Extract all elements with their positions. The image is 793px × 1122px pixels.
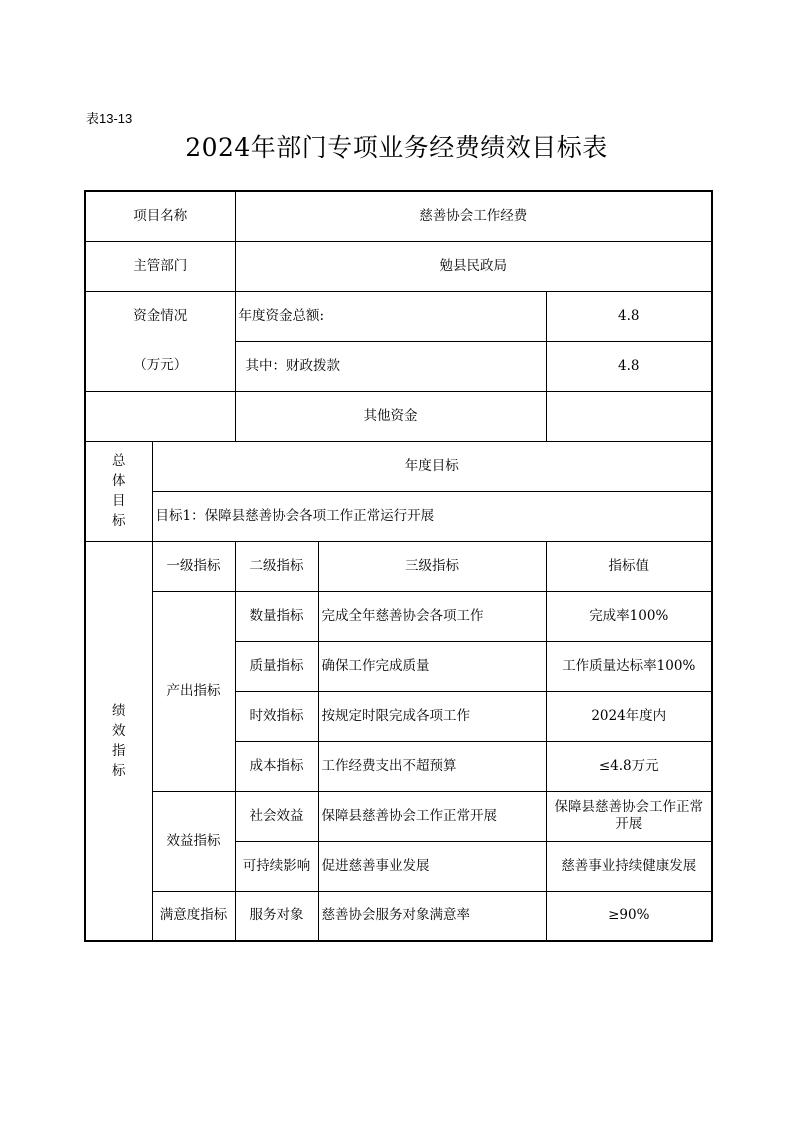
level3-cell: 按规定时限完成各项工作: [318, 691, 546, 741]
value-cell: 完成率100%: [546, 591, 712, 641]
value-cell: ≥90%: [546, 891, 712, 941]
performance-target-table: [84, 190, 713, 942]
output-indicators-label: 产出指标: [152, 591, 235, 791]
row-indicator-headers: [85, 541, 712, 591]
fiscal-funds-value: 4.8: [546, 341, 712, 391]
other-funds-value: [546, 391, 712, 441]
row-annual-target-goal: [85, 491, 712, 541]
table-number: 表13-13: [86, 111, 133, 126]
level3-cell: 工作经费支出不超预算: [318, 741, 546, 791]
level3-cell: 完成全年慈善协会各项工作: [318, 591, 546, 641]
row-annual-target-header: [85, 441, 712, 491]
value-cell: 工作质量达标率100%: [546, 641, 712, 691]
project-name-value: 慈善协会工作经费: [235, 191, 712, 241]
row-funds-total: [85, 291, 712, 341]
header-value: 指标值: [546, 541, 712, 591]
benefit-indicators-label: 效益指标: [152, 791, 235, 891]
level3-cell: 保障县慈善协会工作正常开展: [318, 791, 546, 841]
department-value: 勉县民政局: [235, 241, 712, 291]
row-funds-fiscal: [85, 341, 712, 391]
fiscal-funds-label: 其中：财政拨款: [235, 341, 546, 391]
annual-target-goal: 目标1：保障县慈善协会各项工作正常运行开展: [152, 491, 712, 541]
value-cell: 2024年度内: [546, 691, 712, 741]
document-title: 2024年部门专项业务经费绩效目标表: [185, 133, 608, 162]
row-satisfaction: [85, 891, 712, 941]
row-benefit-social: [85, 791, 712, 841]
funds-unit: （万元）: [85, 341, 235, 391]
level3-cell: 慈善协会服务对象满意率: [318, 891, 546, 941]
satisfaction-indicators-label: 满意度指标: [152, 891, 235, 941]
level2-cell: 成本指标: [235, 741, 318, 791]
level2-cell: 服务对象: [235, 891, 318, 941]
header-level2: 二级指标: [235, 541, 318, 591]
header-level3: 三级指标: [318, 541, 546, 591]
header-level1: 一级指标: [152, 541, 235, 591]
level2-cell: 社会效益: [235, 791, 318, 841]
value-cell: ≤4.8万元: [546, 741, 712, 791]
total-funds-label: 年度资金总额:: [235, 291, 546, 341]
annual-target-label: 年度目标: [152, 441, 712, 491]
value-cell: 保障县慈善协会工作正常开展: [546, 791, 712, 841]
level2-cell: 质量指标: [235, 641, 318, 691]
row-project-name: [85, 191, 712, 241]
level3-cell: 促进慈善事业发展: [318, 841, 546, 891]
level2-cell: 时效指标: [235, 691, 318, 741]
level2-cell: 数量指标: [235, 591, 318, 641]
level3-cell: 确保工作完成质量: [318, 641, 546, 691]
total-funds-value: 4.8: [546, 291, 712, 341]
value-cell: 慈善事业持续健康发展: [546, 841, 712, 891]
department-label: 主管部门: [85, 241, 235, 291]
row-funds-other: [85, 391, 712, 441]
funds-blank-cell: [85, 391, 235, 441]
row-output-quantity: [85, 591, 712, 641]
funds-label: 资金情况: [85, 291, 235, 341]
overall-target-label: 总体目标: [85, 441, 152, 541]
other-funds-label: 其他资金: [235, 391, 546, 441]
level2-cell: 可持续影响: [235, 841, 318, 891]
project-name-label: 项目名称: [85, 191, 235, 241]
row-department: [85, 241, 712, 291]
performance-indicators-label: 绩效指标: [85, 541, 152, 941]
